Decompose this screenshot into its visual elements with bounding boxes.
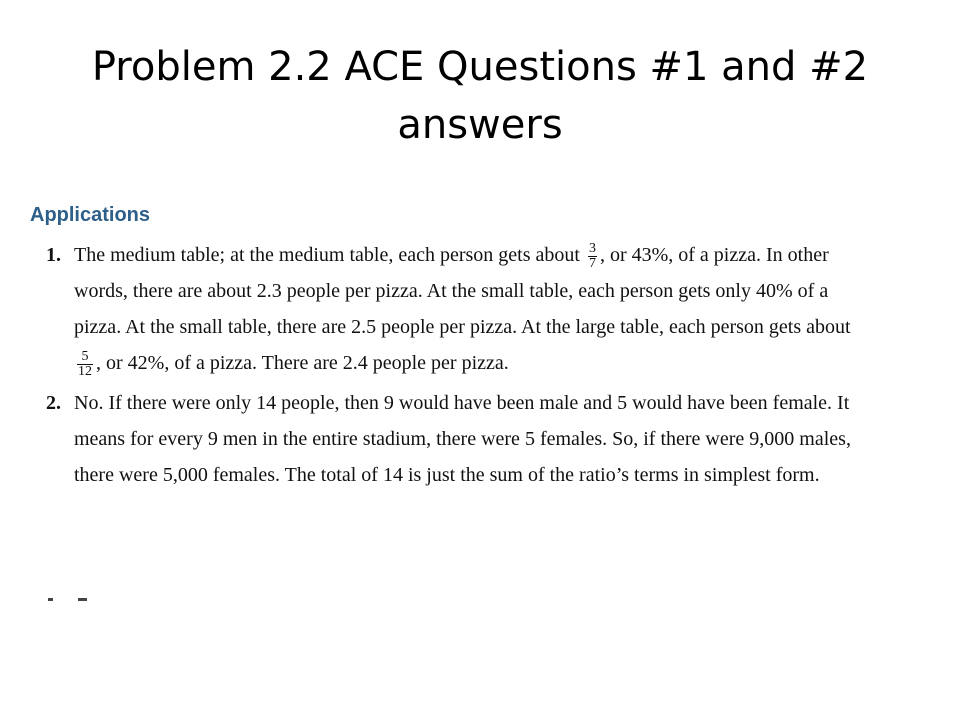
fraction-five-twelfths (77, 350, 93, 379)
slide-title-line-2: answers (397, 102, 563, 148)
slide-title-line-1: Problem 2.2 ACE Questions #1 and #2 (91, 44, 869, 90)
answer-item-1 (30, 237, 890, 381)
cropped-glyph (78, 598, 87, 601)
answer-item-2 (30, 385, 890, 493)
fraction-denominator: 7 (588, 255, 596, 271)
answer-text-part: The medium table; at the medium table, each person gets about (74, 244, 585, 266)
fraction-numerator: 3 (588, 240, 596, 256)
answer-key-image (30, 200, 890, 497)
answer-number: 1. (46, 244, 61, 266)
fraction-three-sevenths (588, 242, 597, 271)
fraction-numerator: 5 (77, 350, 93, 365)
answer-text (74, 237, 874, 381)
cropped-next-line-remnant (48, 598, 88, 601)
answer-text: No. If there were only 14 people, then 9 would have been male and 5 would have been female. It means for every 9 men in the entire stadium, there were 5 females. So, if there were 9,000 males, there were 5,000 females. The total of 14 is just the sum of the ratio’s terms in simplest form. (74, 392, 851, 486)
slide-title (40, 38, 920, 154)
answer-number: 2. (46, 392, 61, 414)
section-heading: Applications (30, 204, 151, 226)
cropped-glyph (48, 598, 53, 601)
answer-text-part: , or 42%, of a pizza. There are 2.4 people per pizza. (96, 352, 509, 374)
fraction-denominator: 12 (78, 363, 92, 379)
answer-text-part: , or 43%, of a pizza. In other words, there are about 2.3 people per pizza. At the small table, each person gets only 40% of a pizza. At the small table, there are 2.5 people per pizza. At the large table, each person gets about (74, 244, 851, 338)
